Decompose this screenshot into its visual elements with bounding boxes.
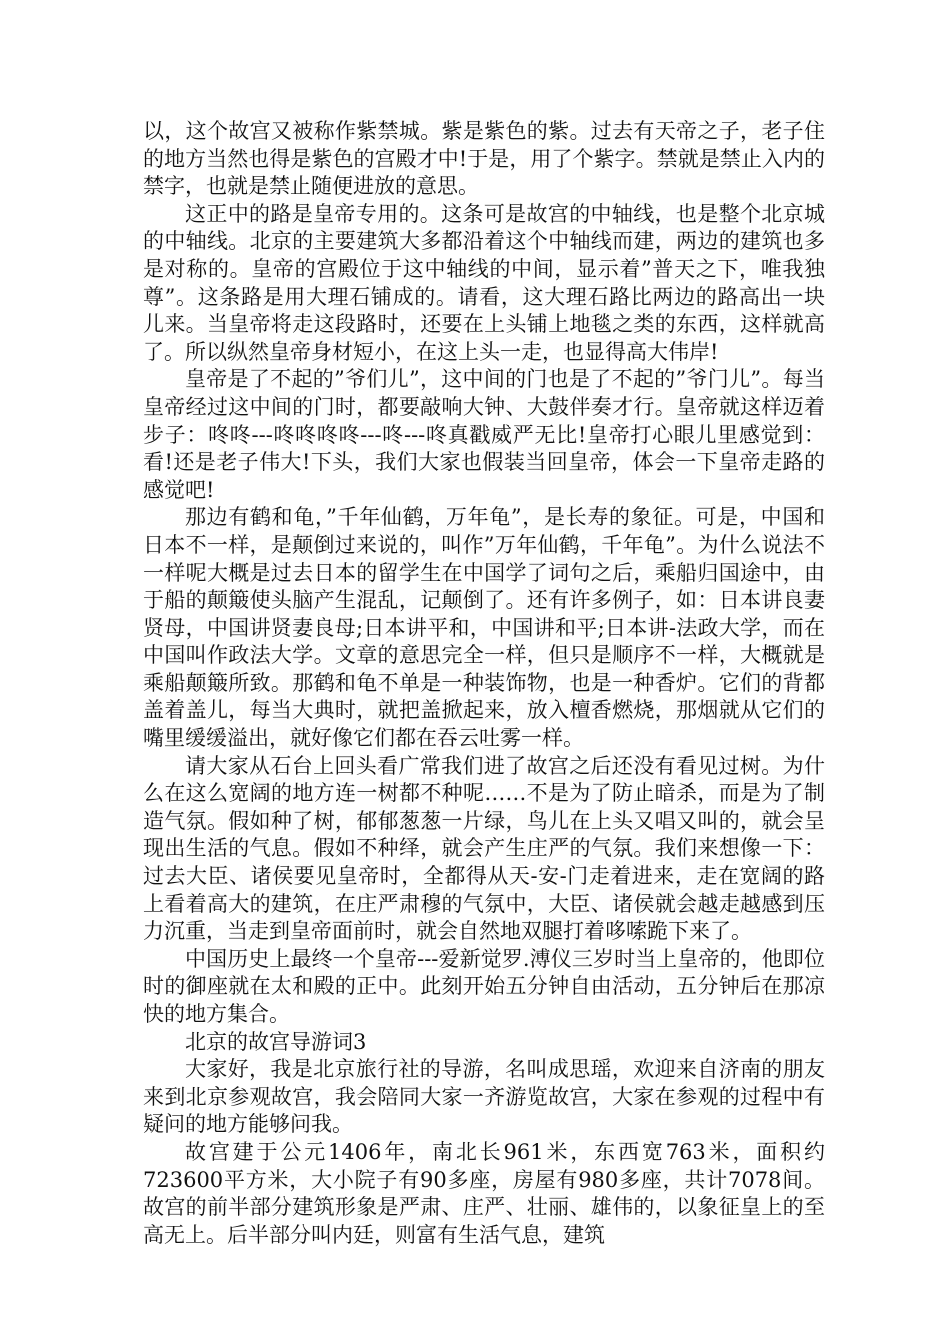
document-body: [143, 118, 825, 1249]
paragraph-middle-gate: 皇帝是了不起的”爷们儿”，这中间的门也是了不起的”爷门儿”。每当皇帝经过这中间的门时，都要敲响大钟、大鼓伴奏才行。皇帝就这样迈着步子：咚咚---咚咚咚咚---咚---咚真戳威严无比!皇帝打心眼儿里感觉到：看!还是老子伟大!下头，我们大家也假装当回皇帝，体会一下皇帝走路的感觉吧!: [143, 367, 825, 502]
paragraph-no-trees: 请大家从石台上回头看广常我们进了故宫之后还没有看见过树。为什么在这么宽阔的地方连一树都不种呢……不是为了防止暗杀，而是为了制造气氛。假如种了树，郁郁葱葱一片绿，鸟儿在上头又唱又叫的，就会呈现出生活的气息。假如不种绎，就会产生庄严的气氛。我们来想像一下：过去大臣、诸侯要见皇帝时，全都得从天-安-门走着进来，走在宽阔的路上看着高大的建筑，在庄严肃穆的气氛中，大臣、诸侯就会越走越感到压力沉重，当走到皇帝面前时，就会自然地双腿打着哆嗦跪下来了。: [143, 753, 825, 944]
section-heading: 北京的故宫导游词3: [185, 1029, 367, 1054]
paragraph-forbidden-city-name: 以，这个故宫又被称作紫禁城。紫是紫色的紫。过去有天帝之子，老子住的地方当然也得是紫色的宫殿才中!于是，用了个紫字。禁就是禁止入内的禁字，也就是禁止随便进放的意思。: [143, 119, 825, 199]
paragraph-crane-and-turtle: 那边有鹤和龟，”千年仙鹤，万年龟”，是长寿的象征。可是，中国和日本不一样，是颠倒过来说的，叫作”万年仙鹤，千年龟”。为什么说法不一样呢大概是过去日本的留学生在中国学了词句之后，乘船归国途中，由于船的颠簸使头脑产生混乱，记颠倒了。还有许多例子，如：日本讲良妻贤母，中国讲贤妻良母;日本讲平和，中国讲和平;日本讲-法政大学，而在中国叫作政法大学。文章的意思完全一样，但只是顺序不一样，大概就是乘船颠簸所致。那鹤和龟不单是一种装饰物，也是一种香炉。它们的背都盖着盖儿，每当大典时，就把盖掀起来，放入檀香燃烧，那烟就从它们的嘴里缓缓溢出，就好像它们都在吞云吐雾一样。: [143, 505, 825, 751]
paragraph-central-axis: 这正中的路是皇帝专用的。这条可是故宫的中轴线，也是整个北京城的中轴线。北京的主要建筑大多都沿着这个中轴线而建，两边的建筑也多是对称的。皇帝的宫殿位于这中轴线的中间，显示着”普天之下，唯我独尊”。这条路是用大理石铺成的。请看，这大理石路比两边的路高出一块儿来。当皇帝将走这段路时，还要在上头铺上地毯之类的东西，这样就高了。所以纵然皇帝身材短小，在这上头一走，也显得高大伟岸!: [143, 201, 825, 364]
paragraph-last-emperor: 中国历史上最终一个皇帝---爱新觉罗.溥仪三岁时当上皇帝的，他即位时的御座就在太和殿的正中。此刻开始五分钟自由活动，五分钟后在那凉快的地方集合。: [143, 946, 825, 1026]
paragraph-palace-facts: 故宫建于公元1406年，南北长961米，东西宽763米，面积约723600平方米，大小院子有90多座，房屋有980多座，共计7078间。故宫的前半部分建筑形象是严肃、庄严、壮丽、雄伟的，以象征皇上的至高无上。后半部分叫内廷，则富有生活气息，建筑: [143, 1139, 825, 1247]
paragraph-guide-introduction: 大家好，我是北京旅行社的导游，名叫成思瑶，欢迎来自济南的朋友来到北京参观故宫，我会陪同大家一齐游览故宫，大家在参观的过程中有疑问的地方能够问我。: [143, 1057, 825, 1137]
